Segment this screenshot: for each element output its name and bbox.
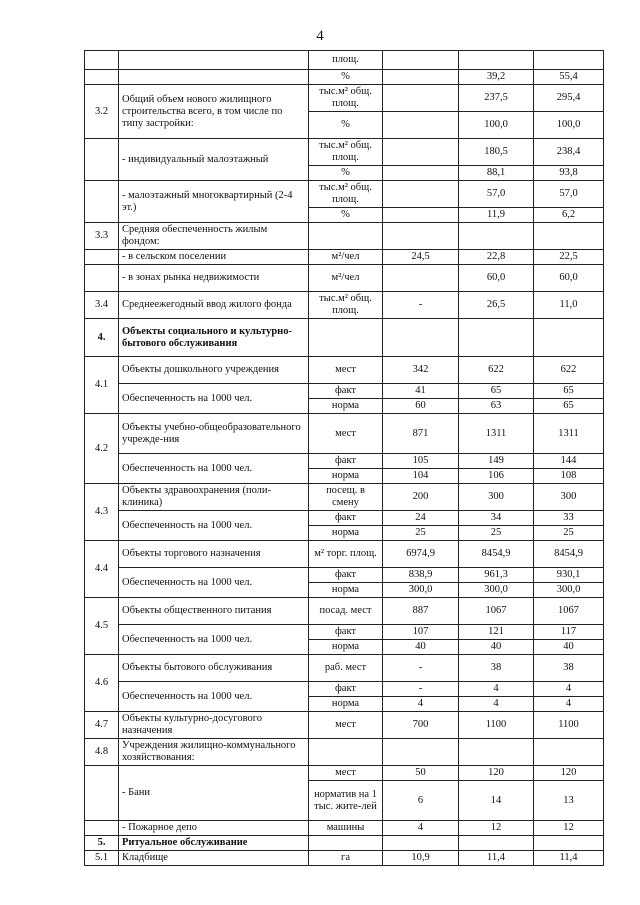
value-cell-b: 34: [459, 511, 534, 526]
table-row: [85, 739, 604, 766]
value-cell-a: [383, 739, 459, 766]
unit-cell: норма: [309, 640, 383, 655]
row-number-cell: 4.2: [85, 414, 119, 484]
value-cell-b: 106: [459, 469, 534, 484]
value-cell-b: 39,2: [459, 70, 534, 85]
value-cell-b: 622: [459, 357, 534, 384]
value-cell-a: -: [383, 682, 459, 697]
unit-cell: факт: [309, 454, 383, 469]
table-row: [85, 250, 604, 265]
table-row: [85, 181, 604, 208]
indicator-cell: - малоэтажный многоквартирный (2-4 эт.): [119, 181, 309, 223]
value-cell-c: 38: [534, 655, 604, 682]
unit-cell: норма: [309, 583, 383, 598]
table-row: [85, 319, 604, 357]
table-row: [85, 51, 604, 70]
indicator-cell: Обеспеченность на 1000 чел.: [119, 625, 309, 655]
table-row: [85, 625, 604, 640]
value-cell-a: [383, 265, 459, 292]
value-cell-c: 40: [534, 640, 604, 655]
indicators-table: [84, 50, 604, 866]
indicator-cell: Ритуальное обслуживание: [119, 836, 309, 851]
value-cell-c: 300: [534, 484, 604, 511]
value-cell-a: [383, 166, 459, 181]
table-row: [85, 712, 604, 739]
value-cell-b: 961,3: [459, 568, 534, 583]
value-cell-a: 41: [383, 384, 459, 399]
value-cell-c: 144: [534, 454, 604, 469]
value-cell-b: 65: [459, 384, 534, 399]
value-cell-a: 200: [383, 484, 459, 511]
value-cell-c: 117: [534, 625, 604, 640]
row-number-cell: 4.3: [85, 484, 119, 541]
indicator-cell: Среднеежегодный ввод жилого фонда: [119, 292, 309, 319]
unit-cell: тыс.м² общ. площ.: [309, 139, 383, 166]
value-cell-b: 120: [459, 766, 534, 781]
indicator-cell: [119, 51, 309, 70]
indicator-cell: - индивидуальный малоэтажный: [119, 139, 309, 181]
unit-cell: %: [309, 208, 383, 223]
indicator-cell: - в сельском поселении: [119, 250, 309, 265]
row-number-cell: 4.8: [85, 739, 119, 766]
unit-cell: га: [309, 851, 383, 866]
value-cell-c: 1067: [534, 598, 604, 625]
value-cell-b: 149: [459, 454, 534, 469]
row-number-cell: [85, 250, 119, 265]
table-row: [85, 766, 604, 781]
table-row: [85, 223, 604, 250]
indicator-cell: Объекты дошкольного учреждения: [119, 357, 309, 384]
value-cell-a: -: [383, 655, 459, 682]
value-cell-a: 300,0: [383, 583, 459, 598]
value-cell-a: [383, 112, 459, 139]
value-cell-b: 180,5: [459, 139, 534, 166]
value-cell-b: 63: [459, 399, 534, 414]
indicator-cell: - Бани: [119, 766, 309, 821]
value-cell-a: 24,5: [383, 250, 459, 265]
row-number-cell: [85, 139, 119, 181]
value-cell-b: 11,9: [459, 208, 534, 223]
unit-cell: раб. мест: [309, 655, 383, 682]
table-row: [85, 70, 604, 85]
table-row: [85, 511, 604, 526]
value-cell-c: 65: [534, 384, 604, 399]
unit-cell: %: [309, 166, 383, 181]
row-number-cell: 3.3: [85, 223, 119, 250]
value-cell-a: [383, 208, 459, 223]
unit-cell: площ.: [309, 51, 383, 70]
unit-cell: тыс.м² общ. площ.: [309, 292, 383, 319]
value-cell-b: 4: [459, 697, 534, 712]
indicator-cell: [119, 70, 309, 85]
unit-cell: посещ. в смену: [309, 484, 383, 511]
value-cell-a: [383, 51, 459, 70]
value-cell-a: 887: [383, 598, 459, 625]
indicator-cell: Объекты общественного питания: [119, 598, 309, 625]
indicator-cell: Обеспеченность на 1000 чел.: [119, 384, 309, 414]
value-cell-b: 300: [459, 484, 534, 511]
value-cell-a: 342: [383, 357, 459, 384]
value-cell-c: 4: [534, 682, 604, 697]
row-number-cell: 4.: [85, 319, 119, 357]
value-cell-c: 65: [534, 399, 604, 414]
value-cell-c: [534, 51, 604, 70]
value-cell-b: 38: [459, 655, 534, 682]
value-cell-c: 108: [534, 469, 604, 484]
value-cell-b: 12: [459, 821, 534, 836]
value-cell-b: 1067: [459, 598, 534, 625]
unit-cell: машины: [309, 821, 383, 836]
unit-cell: [309, 739, 383, 766]
row-number-cell: [85, 265, 119, 292]
indicator-cell: Объекты бытового обслуживания: [119, 655, 309, 682]
unit-cell: м² торг. площ.: [309, 541, 383, 568]
value-cell-b: 25: [459, 526, 534, 541]
value-cell-a: 25: [383, 526, 459, 541]
value-cell-c: 25: [534, 526, 604, 541]
value-cell-b: [459, 51, 534, 70]
unit-cell: норма: [309, 526, 383, 541]
unit-cell: факт: [309, 511, 383, 526]
table-row: [85, 139, 604, 166]
value-cell-c: 295,4: [534, 85, 604, 112]
value-cell-c: 930,1: [534, 568, 604, 583]
row-number-cell: 5.1: [85, 851, 119, 866]
unit-cell: факт: [309, 682, 383, 697]
value-cell-b: 57,0: [459, 181, 534, 208]
table-row: [85, 851, 604, 866]
table-row: [85, 292, 604, 319]
value-cell-c: 100,0: [534, 112, 604, 139]
value-cell-c: 33: [534, 511, 604, 526]
value-cell-c: 238,4: [534, 139, 604, 166]
table-row: [85, 821, 604, 836]
indicator-cell: Обеспеченность на 1000 чел.: [119, 682, 309, 712]
value-cell-a: 700: [383, 712, 459, 739]
value-cell-a: 24: [383, 511, 459, 526]
table-row: [85, 541, 604, 568]
indicator-cell: Средняя обеспеченность жилым фондом:: [119, 223, 309, 250]
indicator-cell: Учреждения жилищно-коммунального хозяйствования:: [119, 739, 309, 766]
value-cell-b: [459, 223, 534, 250]
indicator-cell: Объекты здравоохранения (поли-клиника): [119, 484, 309, 511]
value-cell-a: 40: [383, 640, 459, 655]
unit-cell: мест: [309, 414, 383, 454]
value-cell-c: [534, 836, 604, 851]
row-number-cell: [85, 51, 119, 70]
value-cell-c: 622: [534, 357, 604, 384]
value-cell-c: [534, 319, 604, 357]
value-cell-b: [459, 836, 534, 851]
indicator-cell: - Пожарное депо: [119, 821, 309, 836]
value-cell-a: 6: [383, 781, 459, 821]
value-cell-b: 237,5: [459, 85, 534, 112]
table-row: [85, 454, 604, 469]
value-cell-b: 22,8: [459, 250, 534, 265]
value-cell-b: 26,5: [459, 292, 534, 319]
value-cell-a: [383, 223, 459, 250]
value-cell-a: 871: [383, 414, 459, 454]
value-cell-c: 4: [534, 697, 604, 712]
value-cell-b: 4: [459, 682, 534, 697]
value-cell-c: 12: [534, 821, 604, 836]
unit-cell: факт: [309, 568, 383, 583]
value-cell-a: 107: [383, 625, 459, 640]
value-cell-a: 105: [383, 454, 459, 469]
table-row: [85, 836, 604, 851]
value-cell-b: 1100: [459, 712, 534, 739]
table-row: [85, 414, 604, 454]
value-cell-b: [459, 739, 534, 766]
value-cell-a: 838,9: [383, 568, 459, 583]
unit-cell: норма: [309, 697, 383, 712]
indicator-cell: - в зонах рынка недвижимости: [119, 265, 309, 292]
row-number-cell: 4.5: [85, 598, 119, 655]
unit-cell: норма: [309, 399, 383, 414]
value-cell-c: 1100: [534, 712, 604, 739]
value-cell-a: 6974,9: [383, 541, 459, 568]
row-number-cell: 4.7: [85, 712, 119, 739]
unit-cell: факт: [309, 625, 383, 640]
row-number-cell: 3.2: [85, 85, 119, 139]
indicator-cell: Объекты социального и культурно-бытового обслуживания: [119, 319, 309, 357]
unit-cell: [309, 223, 383, 250]
indicator-cell: Обеспеченность на 1000 чел.: [119, 568, 309, 598]
value-cell-b: 88,1: [459, 166, 534, 181]
value-cell-a: -: [383, 292, 459, 319]
value-cell-b: [459, 319, 534, 357]
value-cell-c: 1311: [534, 414, 604, 454]
row-number-cell: 4.1: [85, 357, 119, 414]
row-number-cell: 3.4: [85, 292, 119, 319]
value-cell-a: 4: [383, 821, 459, 836]
table-row: [85, 568, 604, 583]
value-cell-a: 10,9: [383, 851, 459, 866]
value-cell-b: 8454,9: [459, 541, 534, 568]
value-cell-c: [534, 223, 604, 250]
unit-cell: %: [309, 112, 383, 139]
value-cell-c: 60,0: [534, 265, 604, 292]
row-number-cell: [85, 821, 119, 836]
value-cell-b: 1311: [459, 414, 534, 454]
unit-cell: тыс.м² общ. площ.: [309, 85, 383, 112]
value-cell-a: 50: [383, 766, 459, 781]
unit-cell: [309, 836, 383, 851]
table-row: [85, 85, 604, 112]
value-cell-a: [383, 836, 459, 851]
unit-cell: мест: [309, 766, 383, 781]
unit-cell: норма: [309, 469, 383, 484]
table-row: [85, 598, 604, 625]
value-cell-c: 22,5: [534, 250, 604, 265]
indicator-cell: Обеспеченность на 1000 чел.: [119, 454, 309, 484]
table-row: [85, 384, 604, 399]
value-cell-c: 57,0: [534, 181, 604, 208]
indicator-cell: Объекты культурно-досугового назначения: [119, 712, 309, 739]
value-cell-a: [383, 139, 459, 166]
value-cell-b: 40: [459, 640, 534, 655]
value-cell-c: 55,4: [534, 70, 604, 85]
value-cell-b: 60,0: [459, 265, 534, 292]
value-cell-b: 100,0: [459, 112, 534, 139]
indicator-cell: Обеспеченность на 1000 чел.: [119, 511, 309, 541]
indicator-cell: Кладбище: [119, 851, 309, 866]
value-cell-a: [383, 70, 459, 85]
table-row: [85, 484, 604, 511]
value-cell-c: 11,4: [534, 851, 604, 866]
indicator-cell: Общий объем нового жилищного строительства всего, в том числе по типу застройки:: [119, 85, 309, 139]
unit-cell: норматив на 1 тыс. жите-лей: [309, 781, 383, 821]
unit-cell: посад. мест: [309, 598, 383, 625]
value-cell-a: 60: [383, 399, 459, 414]
unit-cell: мест: [309, 357, 383, 384]
unit-cell: %: [309, 70, 383, 85]
value-cell-b: 14: [459, 781, 534, 821]
value-cell-a: 4: [383, 697, 459, 712]
value-cell-b: 121: [459, 625, 534, 640]
unit-cell: [309, 319, 383, 357]
value-cell-c: 93,8: [534, 166, 604, 181]
value-cell-c: 120: [534, 766, 604, 781]
table-row: [85, 265, 604, 292]
table-row: [85, 655, 604, 682]
indicator-cell: Объекты учебно-общеобразовательного учрежде-ния: [119, 414, 309, 454]
value-cell-b: 300,0: [459, 583, 534, 598]
value-cell-c: 11,0: [534, 292, 604, 319]
unit-cell: м²/чел: [309, 250, 383, 265]
value-cell-c: 300,0: [534, 583, 604, 598]
unit-cell: мест: [309, 712, 383, 739]
value-cell-a: 104: [383, 469, 459, 484]
value-cell-b: 11,4: [459, 851, 534, 866]
value-cell-c: 6,2: [534, 208, 604, 223]
unit-cell: м²/чел: [309, 265, 383, 292]
row-number-cell: 4.6: [85, 655, 119, 712]
unit-cell: факт: [309, 384, 383, 399]
row-number-cell: 5.: [85, 836, 119, 851]
value-cell-c: 8454,9: [534, 541, 604, 568]
row-number-cell: [85, 70, 119, 85]
indicator-cell: Объекты торгового назначения: [119, 541, 309, 568]
value-cell-a: [383, 319, 459, 357]
row-number-cell: 4.4: [85, 541, 119, 598]
unit-cell: тыс.м² общ. площ.: [309, 181, 383, 208]
table-row: [85, 682, 604, 697]
row-number-cell: [85, 181, 119, 223]
value-cell-c: [534, 739, 604, 766]
value-cell-a: [383, 181, 459, 208]
value-cell-a: [383, 85, 459, 112]
table-row: [85, 357, 604, 384]
page-number: 4: [316, 28, 324, 44]
row-number-cell: [85, 766, 119, 821]
value-cell-c: 13: [534, 781, 604, 821]
